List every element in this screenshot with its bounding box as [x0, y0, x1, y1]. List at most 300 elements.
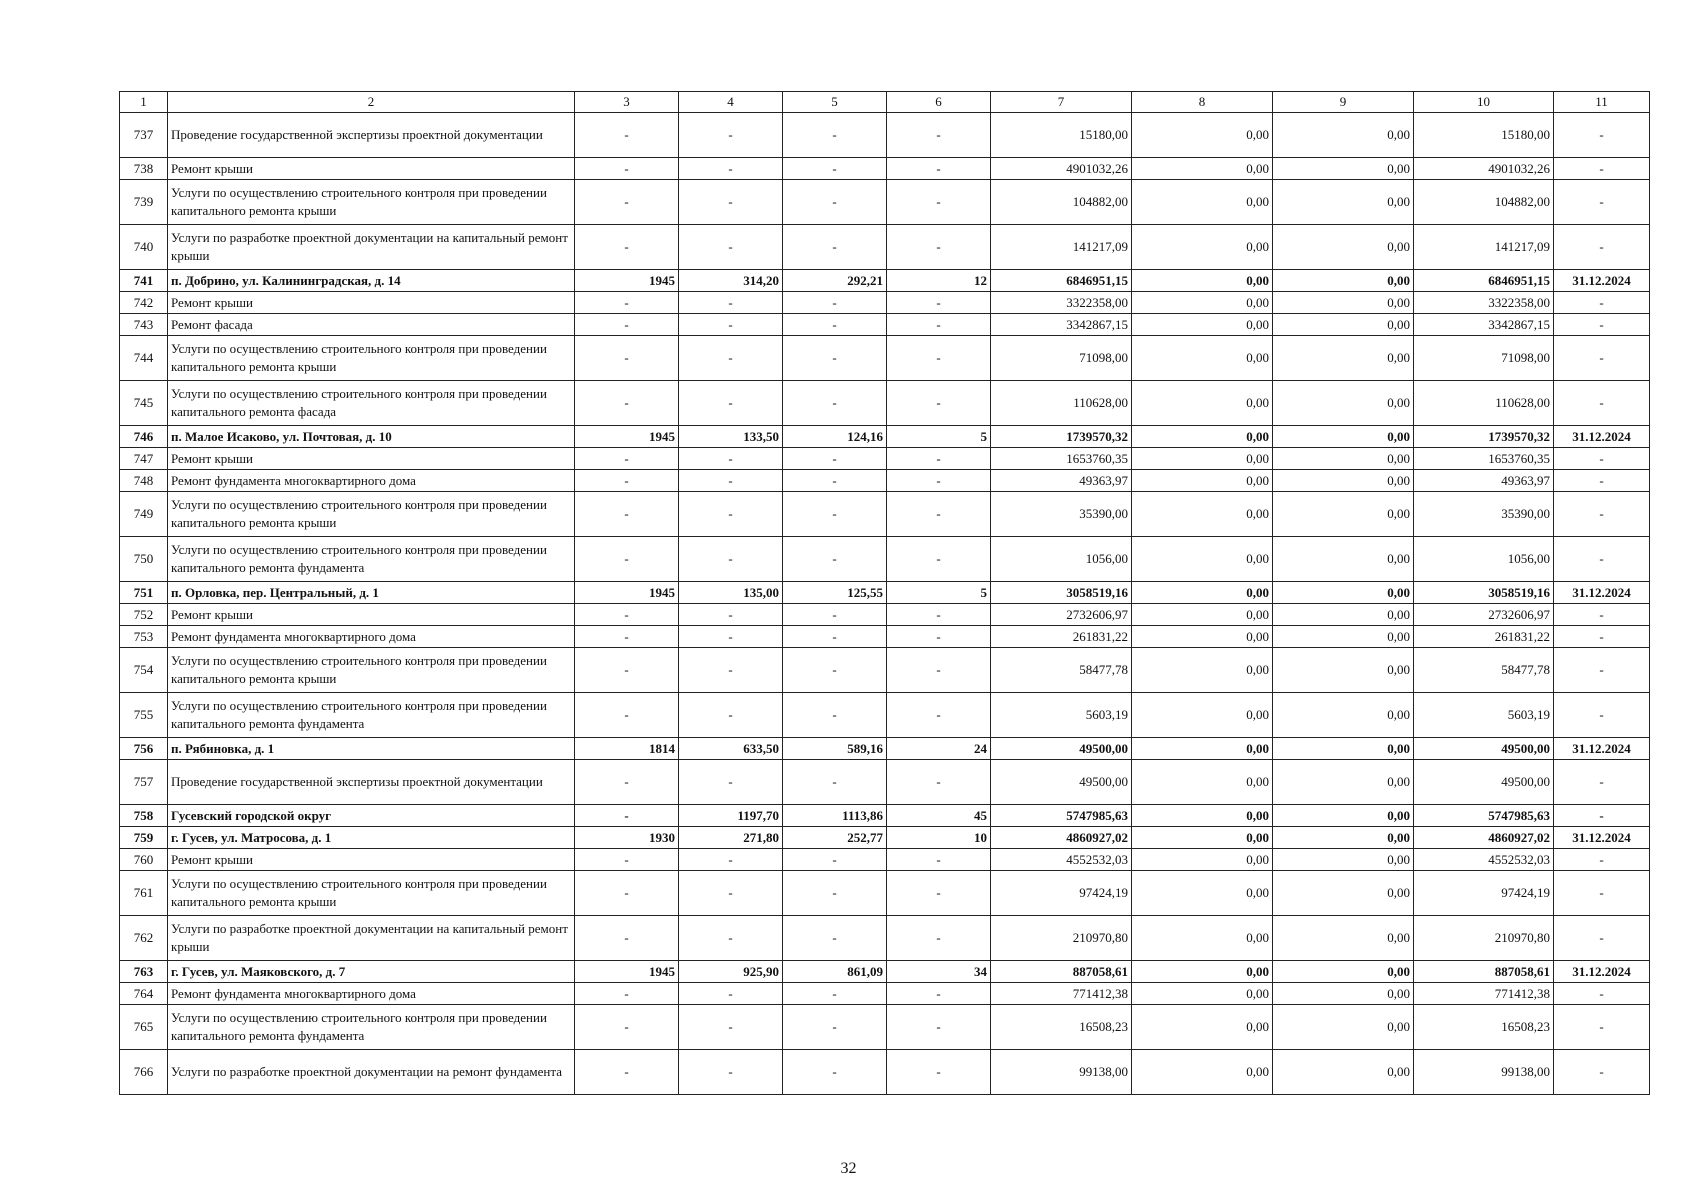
cell-col-4: -: [679, 448, 783, 470]
cell-col-2: Проведение государственной экспертизы проектной документации: [168, 113, 575, 158]
cell-col-6: -: [887, 537, 991, 582]
cell-col-5: 292,21: [783, 270, 887, 292]
cell-col-9: 0,00: [1273, 336, 1414, 381]
cell-col-1: 754: [120, 648, 168, 693]
cell-col-7: 49500,00: [991, 738, 1132, 760]
cell-col-4: -: [679, 180, 783, 225]
column-header-4: 4: [679, 92, 783, 113]
cell-col-4: -: [679, 1050, 783, 1095]
cell-col-2: Услуги по осуществлению строительного контроля при проведении капитального ремонта фундамента: [168, 537, 575, 582]
cell-col-7: 2732606,97: [991, 604, 1132, 626]
cell-col-4: -: [679, 314, 783, 336]
cell-col-3: -: [575, 381, 679, 426]
cell-col-7: 1056,00: [991, 537, 1132, 582]
cell-col-2: Услуги по осуществлению строительного контроля при проведении капитального ремонта фундамента: [168, 693, 575, 738]
column-header-9: 9: [1273, 92, 1414, 113]
table-row: [120, 225, 1650, 270]
cell-col-6: -: [887, 1005, 991, 1050]
cell-col-5: 589,16: [783, 738, 887, 760]
cell-col-2: Услуги по осуществлению строительного контроля при проведении капитального ремонта фундамента: [168, 1005, 575, 1050]
cell-col-11: -: [1554, 760, 1650, 805]
cell-col-5: -: [783, 1005, 887, 1050]
cell-col-10: 4860927,02: [1414, 827, 1554, 849]
table-row: [120, 582, 1650, 604]
cell-col-7: 5747985,63: [991, 805, 1132, 827]
cell-col-9: 0,00: [1273, 961, 1414, 983]
table-row: [120, 537, 1650, 582]
cell-col-5: -: [783, 113, 887, 158]
cell-col-9: 0,00: [1273, 113, 1414, 158]
cell-col-1: 766: [120, 1050, 168, 1095]
cell-col-10: 5603,19: [1414, 693, 1554, 738]
cell-col-11: -: [1554, 693, 1650, 738]
cell-col-3: -: [575, 648, 679, 693]
cell-col-1: 757: [120, 760, 168, 805]
table-row: [120, 648, 1650, 693]
cell-col-5: -: [783, 1050, 887, 1095]
cell-col-5: -: [783, 470, 887, 492]
table-row: [120, 426, 1650, 448]
cell-col-9: 0,00: [1273, 849, 1414, 871]
cell-col-11: -: [1554, 849, 1650, 871]
cell-col-10: 71098,00: [1414, 336, 1554, 381]
cell-col-6: -: [887, 983, 991, 1005]
cell-col-10: 210970,80: [1414, 916, 1554, 961]
cell-col-11: 31.12.2024: [1554, 426, 1650, 448]
cell-col-6: -: [887, 849, 991, 871]
cell-col-6: -: [887, 871, 991, 916]
cell-col-4: -: [679, 537, 783, 582]
cell-col-10: 6846951,15: [1414, 270, 1554, 292]
cell-col-6: -: [887, 158, 991, 180]
cell-col-7: 6846951,15: [991, 270, 1132, 292]
cell-col-11: -: [1554, 983, 1650, 1005]
cell-col-1: 761: [120, 871, 168, 916]
cell-col-1: 748: [120, 470, 168, 492]
table-row: [120, 1050, 1650, 1095]
cell-col-10: 2732606,97: [1414, 604, 1554, 626]
cell-col-9: 0,00: [1273, 693, 1414, 738]
cell-col-1: 765: [120, 1005, 168, 1050]
cell-col-4: -: [679, 648, 783, 693]
cell-col-6: -: [887, 292, 991, 314]
cell-col-4: -: [679, 292, 783, 314]
cell-col-11: -: [1554, 537, 1650, 582]
cell-col-2: Ремонт крыши: [168, 604, 575, 626]
cell-col-1: 762: [120, 916, 168, 961]
cell-col-4: -: [679, 336, 783, 381]
cell-col-3: -: [575, 983, 679, 1005]
cell-col-8: 0,00: [1132, 492, 1273, 537]
cell-col-9: 0,00: [1273, 492, 1414, 537]
cell-col-9: 0,00: [1273, 604, 1414, 626]
cell-col-11: 31.12.2024: [1554, 827, 1650, 849]
cell-col-5: 125,55: [783, 582, 887, 604]
column-header-2: 2: [168, 92, 575, 113]
cell-col-2: Услуги по осуществлению строительного контроля при проведении капитального ремонта крыши: [168, 871, 575, 916]
cell-col-9: 0,00: [1273, 292, 1414, 314]
cell-col-8: 0,00: [1132, 448, 1273, 470]
cell-col-6: 34: [887, 961, 991, 983]
cell-col-6: -: [887, 760, 991, 805]
cell-col-11: -: [1554, 1050, 1650, 1095]
table-row: [120, 113, 1650, 158]
cell-col-8: 0,00: [1132, 582, 1273, 604]
cell-col-6: -: [887, 492, 991, 537]
cell-col-11: -: [1554, 448, 1650, 470]
table-row: [120, 381, 1650, 426]
cell-col-3: 1945: [575, 582, 679, 604]
cell-col-9: 0,00: [1273, 270, 1414, 292]
cell-col-9: 0,00: [1273, 648, 1414, 693]
cell-col-7: 16508,23: [991, 1005, 1132, 1050]
cell-col-7: 3322358,00: [991, 292, 1132, 314]
cell-col-11: -: [1554, 648, 1650, 693]
cell-col-2: Ремонт крыши: [168, 849, 575, 871]
cell-col-2: Проведение государственной экспертизы проектной документации: [168, 760, 575, 805]
cell-col-10: 771412,38: [1414, 983, 1554, 1005]
cell-col-8: 0,00: [1132, 961, 1273, 983]
cell-col-7: 771412,38: [991, 983, 1132, 1005]
cell-col-3: 1930: [575, 827, 679, 849]
cell-col-7: 97424,19: [991, 871, 1132, 916]
cell-col-11: -: [1554, 292, 1650, 314]
cell-col-8: 0,00: [1132, 983, 1273, 1005]
cell-col-6: -: [887, 180, 991, 225]
cell-col-8: 0,00: [1132, 158, 1273, 180]
cell-col-1: 742: [120, 292, 168, 314]
cell-col-1: 749: [120, 492, 168, 537]
cell-col-8: 0,00: [1132, 916, 1273, 961]
cell-col-5: 861,09: [783, 961, 887, 983]
cell-col-2: Услуги по осуществлению строительного контроля при проведении капитального ремонта крыши: [168, 180, 575, 225]
cell-col-2: Ремонт крыши: [168, 292, 575, 314]
cell-col-3: -: [575, 492, 679, 537]
cell-col-7: 15180,00: [991, 113, 1132, 158]
cell-col-8: 0,00: [1132, 1005, 1273, 1050]
cell-col-1: 737: [120, 113, 168, 158]
column-header-8: 8: [1132, 92, 1273, 113]
cell-col-8: 0,00: [1132, 336, 1273, 381]
cell-col-6: 24: [887, 738, 991, 760]
cell-col-2: п. Рябиновка, д. 1: [168, 738, 575, 760]
cell-col-9: 0,00: [1273, 738, 1414, 760]
cell-col-10: 1739570,32: [1414, 426, 1554, 448]
cell-col-7: 4901032,26: [991, 158, 1132, 180]
cell-col-8: 0,00: [1132, 1050, 1273, 1095]
cell-col-10: 3058519,16: [1414, 582, 1554, 604]
cell-col-7: 3342867,15: [991, 314, 1132, 336]
cell-col-1: 763: [120, 961, 168, 983]
table-row: [120, 158, 1650, 180]
cell-col-1: 747: [120, 448, 168, 470]
column-header-6: 6: [887, 92, 991, 113]
cell-col-7: 99138,00: [991, 1050, 1132, 1095]
cell-col-4: 135,00: [679, 582, 783, 604]
table-row: [120, 336, 1650, 381]
cell-col-2: Услуги по разработке проектной документации на капитальный ремонт крыши: [168, 225, 575, 270]
cell-col-11: -: [1554, 314, 1650, 336]
cell-col-6: -: [887, 113, 991, 158]
cell-col-1: 739: [120, 180, 168, 225]
cell-col-7: 210970,80: [991, 916, 1132, 961]
table-row: [120, 760, 1650, 805]
cell-col-3: -: [575, 470, 679, 492]
cell-col-4: 925,90: [679, 961, 783, 983]
cell-col-5: -: [783, 492, 887, 537]
cell-col-7: 141217,09: [991, 225, 1132, 270]
cell-col-6: -: [887, 648, 991, 693]
cell-col-2: Ремонт крыши: [168, 158, 575, 180]
cell-col-11: -: [1554, 225, 1650, 270]
cell-col-5: -: [783, 648, 887, 693]
cell-col-4: -: [679, 604, 783, 626]
table-row: [120, 983, 1650, 1005]
cell-col-8: 0,00: [1132, 626, 1273, 648]
cell-col-4: -: [679, 693, 783, 738]
cell-col-5: 124,16: [783, 426, 887, 448]
cell-col-7: 49363,97: [991, 470, 1132, 492]
cell-col-10: 15180,00: [1414, 113, 1554, 158]
cell-col-6: -: [887, 448, 991, 470]
cell-col-3: -: [575, 180, 679, 225]
cell-col-1: 746: [120, 426, 168, 448]
cell-col-2: Ремонт крыши: [168, 448, 575, 470]
cell-col-11: -: [1554, 492, 1650, 537]
cell-col-5: -: [783, 448, 887, 470]
cell-col-2: п. Малое Исаково, ул. Почтовая, д. 10: [168, 426, 575, 448]
cell-col-7: 4552532,03: [991, 849, 1132, 871]
cell-col-4: -: [679, 849, 783, 871]
cell-col-11: -: [1554, 180, 1650, 225]
cell-col-5: -: [783, 537, 887, 582]
cell-col-4: -: [679, 225, 783, 270]
cell-col-10: 1653760,35: [1414, 448, 1554, 470]
cell-col-9: 0,00: [1273, 582, 1414, 604]
cell-col-3: -: [575, 537, 679, 582]
cell-col-9: 0,00: [1273, 827, 1414, 849]
cell-col-3: -: [575, 849, 679, 871]
cell-col-11: 31.12.2024: [1554, 582, 1650, 604]
cell-col-2: п. Добрино, ул. Калининградская, д. 14: [168, 270, 575, 292]
cell-col-4: 314,20: [679, 270, 783, 292]
table-row: [120, 604, 1650, 626]
cell-col-9: 0,00: [1273, 871, 1414, 916]
cell-col-10: 49363,97: [1414, 470, 1554, 492]
table-row: [120, 961, 1650, 983]
cell-col-3: 1814: [575, 738, 679, 760]
cell-col-11: -: [1554, 604, 1650, 626]
cell-col-8: 0,00: [1132, 381, 1273, 426]
cell-col-4: -: [679, 871, 783, 916]
table-row: [120, 916, 1650, 961]
table-row: [120, 693, 1650, 738]
cell-col-9: 0,00: [1273, 448, 1414, 470]
table-row: [120, 738, 1650, 760]
cell-col-10: 58477,78: [1414, 648, 1554, 693]
cell-col-6: 5: [887, 582, 991, 604]
cell-col-9: 0,00: [1273, 626, 1414, 648]
table-row: [120, 470, 1650, 492]
cell-col-10: 49500,00: [1414, 760, 1554, 805]
cell-col-10: 1056,00: [1414, 537, 1554, 582]
cell-col-11: 31.12.2024: [1554, 270, 1650, 292]
cell-col-3: -: [575, 113, 679, 158]
cell-col-8: 0,00: [1132, 426, 1273, 448]
cell-col-8: 0,00: [1132, 537, 1273, 582]
cell-col-4: 633,50: [679, 738, 783, 760]
cell-col-4: -: [679, 1005, 783, 1050]
cell-col-9: 0,00: [1273, 314, 1414, 336]
cell-col-5: -: [783, 916, 887, 961]
cell-col-2: г. Гусев, ул. Маяковского, д. 7: [168, 961, 575, 983]
cell-col-1: 755: [120, 693, 168, 738]
cell-col-9: 0,00: [1273, 180, 1414, 225]
cell-col-3: -: [575, 805, 679, 827]
cell-col-1: 750: [120, 537, 168, 582]
cell-col-2: Услуги по осуществлению строительного контроля при проведении капитального ремонта крыши: [168, 648, 575, 693]
cell-col-6: -: [887, 693, 991, 738]
cell-col-2: Услуги по осуществлению строительного контроля при проведении капитального ремонта фасада: [168, 381, 575, 426]
cell-col-11: -: [1554, 113, 1650, 158]
cell-col-8: 0,00: [1132, 270, 1273, 292]
cell-col-7: 49500,00: [991, 760, 1132, 805]
cell-col-7: 35390,00: [991, 492, 1132, 537]
cell-col-4: -: [679, 158, 783, 180]
cell-col-5: 1113,86: [783, 805, 887, 827]
cell-col-1: 764: [120, 983, 168, 1005]
cell-col-10: 887058,61: [1414, 961, 1554, 983]
cell-col-3: -: [575, 292, 679, 314]
cell-col-5: -: [783, 871, 887, 916]
cell-col-5: -: [783, 693, 887, 738]
column-header-11: 11: [1554, 92, 1650, 113]
cell-col-7: 5603,19: [991, 693, 1132, 738]
cell-col-8: 0,00: [1132, 693, 1273, 738]
table-row: [120, 805, 1650, 827]
table-row: [120, 871, 1650, 916]
cell-col-5: -: [783, 849, 887, 871]
cell-col-8: 0,00: [1132, 604, 1273, 626]
cell-col-11: 31.12.2024: [1554, 961, 1650, 983]
cell-col-6: -: [887, 1050, 991, 1095]
cell-col-8: 0,00: [1132, 871, 1273, 916]
cell-col-6: -: [887, 225, 991, 270]
cell-col-10: 3342867,15: [1414, 314, 1554, 336]
cell-col-3: -: [575, 225, 679, 270]
column-number-header-row: [120, 92, 1650, 113]
cell-col-2: Ремонт фасада: [168, 314, 575, 336]
cell-col-3: -: [575, 1050, 679, 1095]
cell-col-5: -: [783, 604, 887, 626]
cell-col-7: 104882,00: [991, 180, 1132, 225]
cell-col-3: -: [575, 158, 679, 180]
cell-col-3: 1945: [575, 961, 679, 983]
table-row: [120, 626, 1650, 648]
cell-col-5: -: [783, 983, 887, 1005]
cell-col-9: 0,00: [1273, 916, 1414, 961]
cell-col-9: 0,00: [1273, 381, 1414, 426]
cell-col-3: -: [575, 916, 679, 961]
cell-col-11: -: [1554, 805, 1650, 827]
cell-col-8: 0,00: [1132, 849, 1273, 871]
table-row: [120, 448, 1650, 470]
table-body: [120, 113, 1650, 1095]
cell-col-4: -: [679, 626, 783, 648]
cell-col-9: 0,00: [1273, 225, 1414, 270]
table-row: [120, 270, 1650, 292]
cell-col-5: -: [783, 760, 887, 805]
cell-col-3: -: [575, 693, 679, 738]
cell-col-6: -: [887, 314, 991, 336]
cell-col-10: 99138,00: [1414, 1050, 1554, 1095]
table-row: [120, 492, 1650, 537]
cell-col-11: -: [1554, 158, 1650, 180]
cell-col-4: -: [679, 492, 783, 537]
cell-col-2: Услуги по разработке проектной документации на ремонт фундамента: [168, 1050, 575, 1095]
cell-col-10: 141217,09: [1414, 225, 1554, 270]
cell-col-10: 97424,19: [1414, 871, 1554, 916]
cell-col-8: 0,00: [1132, 827, 1273, 849]
table-row: [120, 849, 1650, 871]
cell-col-9: 0,00: [1273, 805, 1414, 827]
cell-col-2: п. Орловка, пер. Центральный, д. 1: [168, 582, 575, 604]
cell-col-2: Услуги по осуществлению строительного контроля при проведении капитального ремонта крыши: [168, 492, 575, 537]
cell-col-2: Ремонт фундамента многоквартирного дома: [168, 470, 575, 492]
cell-col-1: 760: [120, 849, 168, 871]
cell-col-11: -: [1554, 916, 1650, 961]
cell-col-6: -: [887, 336, 991, 381]
cell-col-10: 104882,00: [1414, 180, 1554, 225]
cell-col-3: -: [575, 760, 679, 805]
cell-col-6: -: [887, 626, 991, 648]
cell-col-9: 0,00: [1273, 426, 1414, 448]
cell-col-7: 71098,00: [991, 336, 1132, 381]
cell-col-3: -: [575, 871, 679, 916]
cell-col-6: 10: [887, 827, 991, 849]
cell-col-8: 0,00: [1132, 225, 1273, 270]
cell-col-11: 31.12.2024: [1554, 738, 1650, 760]
cell-col-6: -: [887, 470, 991, 492]
cell-col-7: 3058519,16: [991, 582, 1132, 604]
cell-col-7: 4860927,02: [991, 827, 1132, 849]
cell-col-5: -: [783, 381, 887, 426]
cell-col-1: 743: [120, 314, 168, 336]
cell-col-3: 1945: [575, 426, 679, 448]
cell-col-11: -: [1554, 336, 1650, 381]
cell-col-5: -: [783, 314, 887, 336]
cell-col-9: 0,00: [1273, 537, 1414, 582]
cell-col-5: -: [783, 626, 887, 648]
column-header-10: 10: [1414, 92, 1554, 113]
cell-col-4: 271,80: [679, 827, 783, 849]
cell-col-8: 0,00: [1132, 738, 1273, 760]
cell-col-4: 1197,70: [679, 805, 783, 827]
cell-col-9: 0,00: [1273, 983, 1414, 1005]
cell-col-5: -: [783, 158, 887, 180]
cell-col-9: 0,00: [1273, 1050, 1414, 1095]
column-header-1: 1: [120, 92, 168, 113]
cell-col-6: 12: [887, 270, 991, 292]
cell-col-3: -: [575, 448, 679, 470]
cell-col-9: 0,00: [1273, 470, 1414, 492]
cell-col-4: -: [679, 983, 783, 1005]
cell-col-11: -: [1554, 1005, 1650, 1050]
cell-col-5: 252,77: [783, 827, 887, 849]
cell-col-8: 0,00: [1132, 292, 1273, 314]
cell-col-5: -: [783, 180, 887, 225]
cell-col-7: 1653760,35: [991, 448, 1132, 470]
